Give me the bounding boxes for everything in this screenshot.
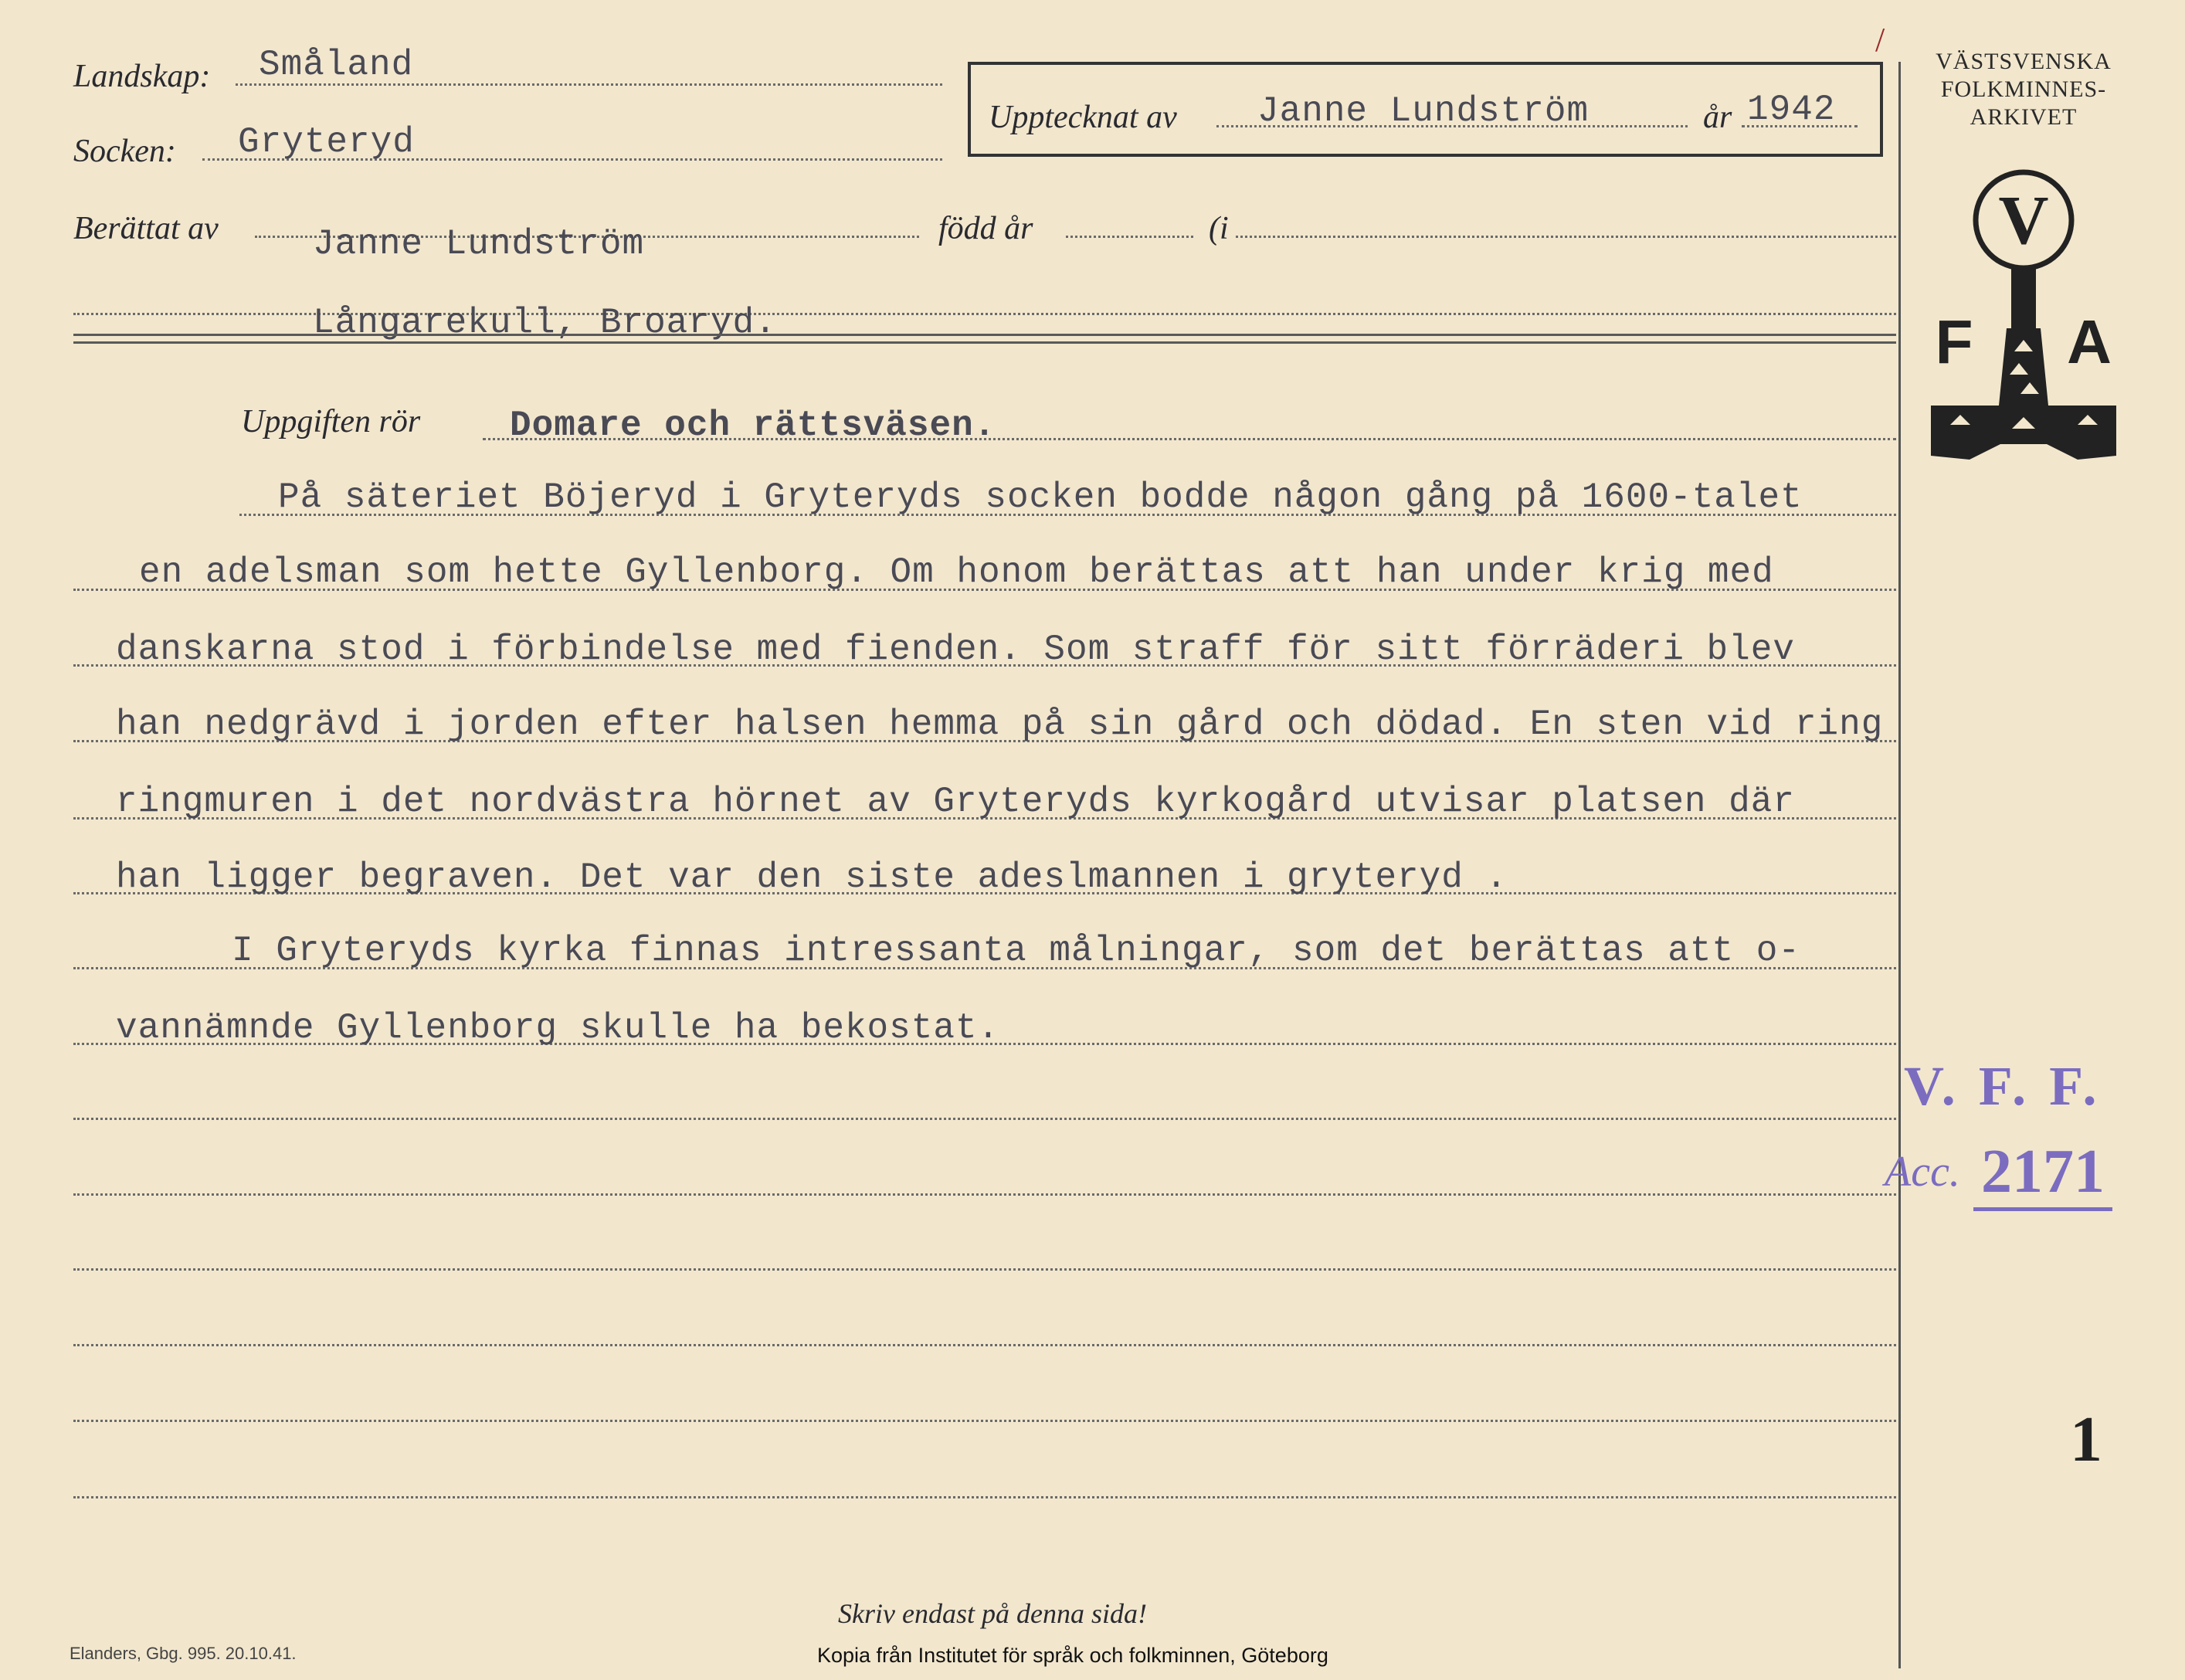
topic-value: Domare och rättsväsen.	[510, 406, 996, 446]
topic-label: Uppgiften rör	[241, 404, 421, 440]
body-line: han ligger begraven. Det var den siste adeslmannen i gryteryd .	[116, 857, 1508, 898]
rule-line	[73, 1420, 1896, 1422]
landskap-label: Landskap:	[73, 59, 211, 94]
section-rule-2	[73, 341, 1896, 344]
logo-a-letter: A	[2067, 307, 2112, 376]
body-line: I Gryteryds kyrka finnas intressanta målningar, som det berättas att o-	[232, 931, 1800, 971]
archive-name-line3: ARKIVET	[1970, 104, 2078, 130]
section-rule-1	[73, 334, 1896, 336]
berattat-label: Berättat av	[73, 211, 219, 246]
socken-value: Gryteryd	[238, 122, 415, 162]
fodd-label: född år	[938, 211, 1033, 246]
archive-name-line1: VÄSTSVENSKA	[1936, 49, 2112, 74]
ar-value: 1942	[1747, 90, 1836, 130]
copy-note: Kopia från Institutet för språk och folkminnen, Göteborg	[817, 1644, 1328, 1667]
body-line: vannämnde Gyllenborg skulle ha bekostat.	[116, 1008, 1000, 1048]
rule-line	[73, 1268, 1896, 1271]
ar-label: år	[1703, 100, 1732, 135]
informant-address: Långarekull, Broaryd.	[313, 303, 777, 343]
vff-stamp: V. F. F.	[1904, 1055, 2102, 1117]
acc-number: 2171	[1973, 1137, 2112, 1211]
body-line: På säteriet Böjeryd i Gryteryds socken bodde någon gång på 1600-talet	[278, 477, 1803, 518]
i-dotline	[1236, 236, 1896, 238]
archive-name	[1908, 48, 2139, 131]
fodd-dotline	[1066, 236, 1193, 238]
socken-label: Socken:	[73, 134, 176, 169]
upptecknat-label: Upptecknat av	[989, 100, 1177, 135]
acc-label: Acc.	[1885, 1148, 1960, 1196]
corner-mark: /	[1875, 21, 1885, 59]
rule-line	[73, 1344, 1896, 1346]
archive-name-line2: FOLKMINNES-	[1940, 76, 2107, 102]
rule-line	[73, 1193, 1896, 1196]
logo-f-letter: F	[1935, 307, 1973, 376]
landskap-value: Småland	[259, 45, 414, 85]
i-label: (i	[1209, 211, 1229, 246]
rule-line	[73, 1496, 1896, 1498]
rule-line	[73, 1118, 1896, 1120]
informant-name: Janne Lundström	[313, 224, 645, 264]
body-line: han nedgrävd i jorden efter halsen hemma på sin gård och dödad. En sten vid ring	[116, 704, 1884, 745]
body-line: en adelsman som hette Gyllenborg. Om honom berättas att han under krig med	[139, 552, 1774, 592]
footer-instruction: Skriv endast på denna sida!	[838, 1598, 1147, 1629]
page-number: 1	[2070, 1403, 2102, 1475]
printer-note: Elanders, Gbg. 995. 20.10.41.	[70, 1644, 297, 1663]
body-line: ringmuren i det nordvästra hörnet av Gryteryds kyrkogård utvisar platsen där	[116, 782, 1795, 822]
margin-rule	[1898, 62, 1901, 1668]
vfa-logo	[1923, 166, 2124, 475]
upptecknat-value: Janne Lundström	[1257, 91, 1590, 131]
body-line: danskarna stod i förbindelse med fienden. Som straff för sitt förräderi blev	[116, 630, 1795, 670]
logo-v-letter: V	[1998, 182, 2049, 259]
